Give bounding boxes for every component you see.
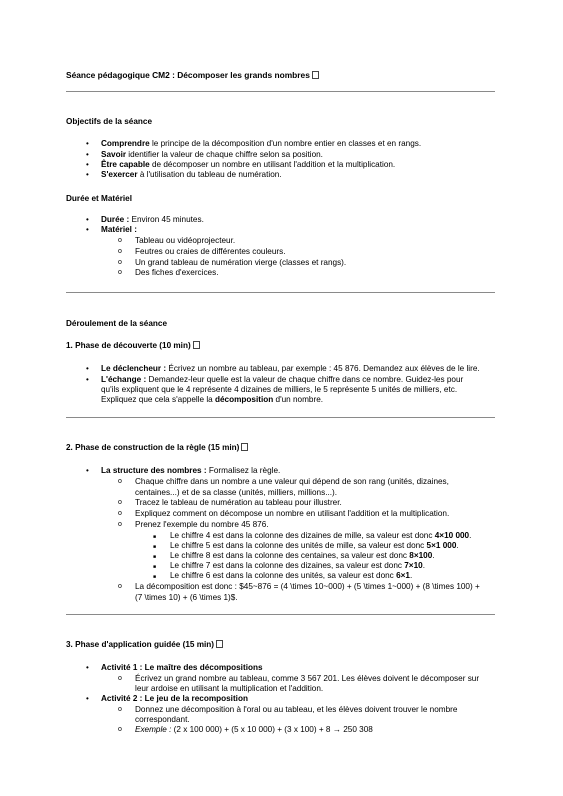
sub-item: La décomposition est donc : $45~876 = (4 \times 10~000) + (5 \times 1~000) + (8 \times 100) + xyxy=(135,582,480,591)
list-item: S'exercer à l'utilisation du tableau de numération. xyxy=(101,170,282,179)
circle-bullet-icon: o xyxy=(118,583,122,590)
bullet-icon: • xyxy=(86,466,89,475)
sub-item: Exemple : (2 x 100 000) + (5 x 10 000) + (3 x 100) + 8 → 250 308 xyxy=(135,725,373,734)
sub-item: Chaque chiffre dans un nombre a une valeur qui dépend de son rang (unités, dizaines, xyxy=(135,477,449,486)
bullet-icon: • xyxy=(86,215,89,224)
divider xyxy=(66,614,495,615)
bullet-icon: • xyxy=(86,663,89,672)
sub-sub-item: Le chiffre 4 est dans la colonne des dizaines de mille, sa valeur est donc 4×10 000. xyxy=(170,531,472,540)
sub-item-continuation: centaines...) et de sa classe (unités, milliers, millions...). xyxy=(135,488,338,497)
list-item: L'échange : Demandez-leur quelle est la valeur de chaque chiffre dans ce nombre. Guidez-les pour xyxy=(101,375,464,384)
sub-item-continuation: (7 \times 10) + (6 \times 1)$. xyxy=(135,593,238,602)
sub-sub-item: Le chiffre 8 est dans la colonne des centaines, sa valeur est donc 8×100. xyxy=(170,551,435,560)
sub-item-continuation: correspondant. xyxy=(135,715,190,724)
bullet-icon: • xyxy=(86,170,89,179)
phase-heading-1: 1. Phase de découverte (10 min) xyxy=(66,341,200,352)
phase-heading-3: 3. Phase d'application guidée (15 min) xyxy=(66,640,223,651)
circle-bullet-icon: o xyxy=(118,499,122,506)
sub-item-continuation: leur ardoise en utilisant la multiplication et l'addition. xyxy=(135,684,324,693)
circle-bullet-icon: o xyxy=(118,269,122,276)
list-item: Savoir identifier la valeur de chaque chiffre selon sa position. xyxy=(101,150,323,159)
circle-bullet-icon: o xyxy=(118,521,122,528)
list-item: Durée : Environ 45 minutes. xyxy=(101,215,204,224)
square-bullet-icon: ■ xyxy=(153,544,157,550)
list-item: Comprendre le principe de la décomposition d'un nombre entier en classes et en rangs. xyxy=(101,139,422,148)
section-heading-deroulement: Déroulement de la séance xyxy=(66,319,168,328)
list-item: Matériel : xyxy=(101,225,137,234)
page-title: Séance pédagogique CM2 : Décomposer les grands nombres xyxy=(66,70,319,81)
circle-bullet-icon: o xyxy=(118,259,122,266)
list-item-continuation: Expliquez que cela s'appelle la décomposition d'un nombre. xyxy=(101,395,324,404)
list-item-continuation: qu'ils expliquent que le 4 représente 4 dizaines de milliers, le 5 représente 5 unités de milliers, etc. xyxy=(101,385,458,394)
section-heading-duree: Durée et Matériel xyxy=(66,194,132,203)
bullet-icon: • xyxy=(86,364,89,373)
list-item: Activité 2 : Le jeu de la recomposition xyxy=(101,694,248,703)
circle-bullet-icon: o xyxy=(118,248,122,255)
sub-sub-item: Le chiffre 5 est dans la colonne des unités de mille, sa valeur est donc 5×1 000. xyxy=(170,541,459,550)
bullet-icon: • xyxy=(86,694,89,703)
sub-item: Feutres ou craies de différentes couleurs. xyxy=(135,247,286,256)
divider xyxy=(66,292,495,293)
sub-item: Prenez l'exemple du nombre 45 876. xyxy=(135,520,269,529)
section-heading-objectifs: Objectifs de la séance xyxy=(66,117,153,126)
bullet-icon: • xyxy=(86,150,89,159)
circle-bullet-icon: o xyxy=(118,726,122,733)
list-item: Le déclencheur : Écrivez un nombre au tableau, par exemple : 45 876. Demandez aux élèves de le lire. xyxy=(101,364,480,373)
bullet-icon: • xyxy=(86,160,89,169)
sub-item: Donnez une décomposition à l'oral ou au tableau, et les élèves doivent trouver le nombre xyxy=(135,705,458,714)
sub-sub-item: Le chiffre 7 est dans la colonne des dizaines, sa valeur est donc 7×10. xyxy=(170,561,425,570)
list-item: Activité 1 : Le maître des décompositions xyxy=(101,663,263,672)
placeholder-glyph-icon xyxy=(216,640,223,648)
placeholder-glyph-icon xyxy=(193,341,200,349)
circle-bullet-icon: o xyxy=(118,706,122,713)
sub-item: Tracez le tableau de numération au tableau pour illustrer. xyxy=(135,498,342,507)
square-bullet-icon: ■ xyxy=(153,554,157,560)
divider xyxy=(66,91,495,92)
bullet-icon: • xyxy=(86,139,89,148)
circle-bullet-icon: o xyxy=(118,478,122,485)
bullet-icon: • xyxy=(86,225,89,234)
square-bullet-icon: ■ xyxy=(153,574,157,580)
sub-item: Un grand tableau de numération vierge (classes et rangs). xyxy=(135,258,347,267)
sub-item: Tableau ou vidéoprojecteur. xyxy=(135,236,236,245)
list-item: La structure des nombres : Formalisez la règle. xyxy=(101,466,281,475)
bullet-icon: • xyxy=(86,375,89,384)
list-item: Être capable de décomposer un nombre en utilisant l'addition et la multiplication. xyxy=(101,160,396,169)
sub-item: Écrivez un grand nombre au tableau, comme 3 567 201. Les élèves doivent le décomposer sur xyxy=(135,674,480,683)
circle-bullet-icon: o xyxy=(118,675,122,682)
phase-heading-2: 2. Phase de construction de la règle (15 min) xyxy=(66,443,248,454)
divider xyxy=(66,417,495,418)
square-bullet-icon: ■ xyxy=(153,534,157,540)
placeholder-glyph-icon xyxy=(312,71,319,79)
square-bullet-icon: ■ xyxy=(153,564,157,570)
placeholder-glyph-icon xyxy=(241,443,248,451)
circle-bullet-icon: o xyxy=(118,510,122,517)
sub-item: Expliquez comment on décompose un nombre en utilisant l'addition et la multiplication. xyxy=(135,509,450,518)
circle-bullet-icon: o xyxy=(118,237,122,244)
sub-item: Des fiches d'exercices. xyxy=(135,268,219,277)
sub-sub-item: Le chiffre 6 est dans la colonne des unités, sa valeur est donc 6×1. xyxy=(170,571,413,580)
